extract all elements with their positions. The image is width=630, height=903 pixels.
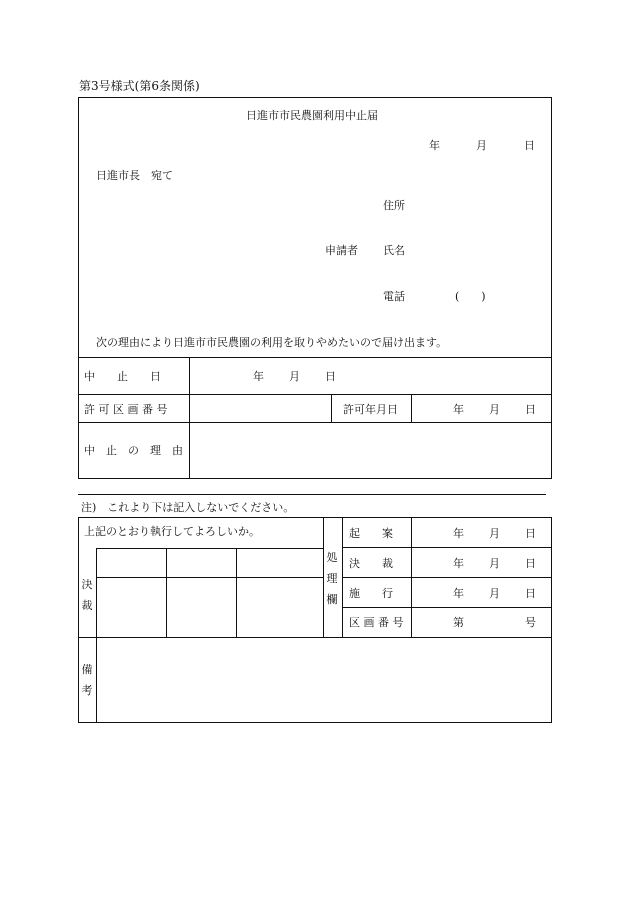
decision-label: 決裁 — [81, 578, 93, 612]
permit-date-month: 月 — [489, 403, 500, 416]
enforcement-year: 年 — [453, 587, 464, 600]
enforcement-label: 施 行 — [349, 587, 393, 600]
permit-column-divider — [331, 394, 332, 422]
stop-date-day: 日 — [325, 370, 336, 383]
plot-number-suffix: 号 — [525, 616, 536, 629]
execute-text: 上記のとおり執行してよろしいか。 — [84, 525, 260, 538]
stamp-column-divider — [166, 548, 167, 637]
remarks-label: 備考 — [81, 663, 93, 697]
item-row-divider — [342, 547, 552, 548]
statement: 次の理由により日進市市民農園の利用を取りやめたいので届け出ます。 — [96, 336, 448, 349]
item-row-divider — [342, 577, 552, 578]
phone-parens: ( ) — [455, 290, 486, 303]
stamp-column-divider — [236, 548, 237, 637]
draft-year: 年 — [453, 527, 464, 540]
draft-month: 月 — [489, 527, 500, 540]
form-title: 日進市市民農園利用中止届 — [246, 109, 378, 122]
office-use-note: 注) これより下は記入しないでください。 — [81, 501, 295, 514]
row-divider — [78, 422, 552, 423]
approval-month: 月 — [489, 557, 500, 570]
permit-date-label: 許可年月日 — [343, 403, 398, 416]
stop-date-label: 中 止 日 — [84, 370, 161, 383]
stop-date-year: 年 — [253, 370, 264, 383]
date-month: 月 — [476, 139, 487, 152]
processing-label: 処理欄 — [326, 551, 338, 606]
decision-column-divider — [96, 548, 97, 723]
permit-date-day: 日 — [525, 403, 536, 416]
draft-label: 起 案 — [349, 527, 393, 540]
permit-column-divider — [411, 394, 412, 422]
plot-label: 区 画 番 号 — [349, 616, 404, 629]
row-divider — [78, 394, 552, 395]
plot-number-prefix: 第 — [453, 616, 464, 629]
plot-number-label: 許 可 区 画 番 号 — [84, 403, 168, 416]
label-column-divider — [189, 357, 190, 479]
enforcement-month: 月 — [489, 587, 500, 600]
permit-date-year: 年 — [453, 403, 464, 416]
reason-label: 中 止 の 理 由 — [84, 444, 183, 457]
approval-year: 年 — [453, 557, 464, 570]
row-divider — [78, 357, 552, 358]
address-label: 住所 — [383, 199, 405, 212]
approval-header-line — [96, 548, 323, 549]
form-label: 第3号様式(第6条関係) — [79, 79, 200, 93]
remarks-divider — [78, 637, 552, 638]
draft-day: 日 — [525, 527, 536, 540]
date-day: 日 — [524, 139, 535, 152]
separator-line — [78, 494, 546, 495]
date-year: 年 — [429, 139, 440, 152]
addressee: 日進市長 宛て — [96, 169, 173, 182]
applicant-label: 申請者 — [325, 244, 358, 257]
enforcement-day: 日 — [525, 587, 536, 600]
stop-date-month: 月 — [289, 370, 300, 383]
approval-stamp-line — [96, 577, 323, 578]
name-label: 氏名 — [383, 244, 405, 257]
approval-day: 日 — [525, 557, 536, 570]
item-row-divider — [342, 607, 552, 608]
approval-label: 決 裁 — [349, 557, 393, 570]
phone-label: 電話 — [383, 290, 405, 303]
